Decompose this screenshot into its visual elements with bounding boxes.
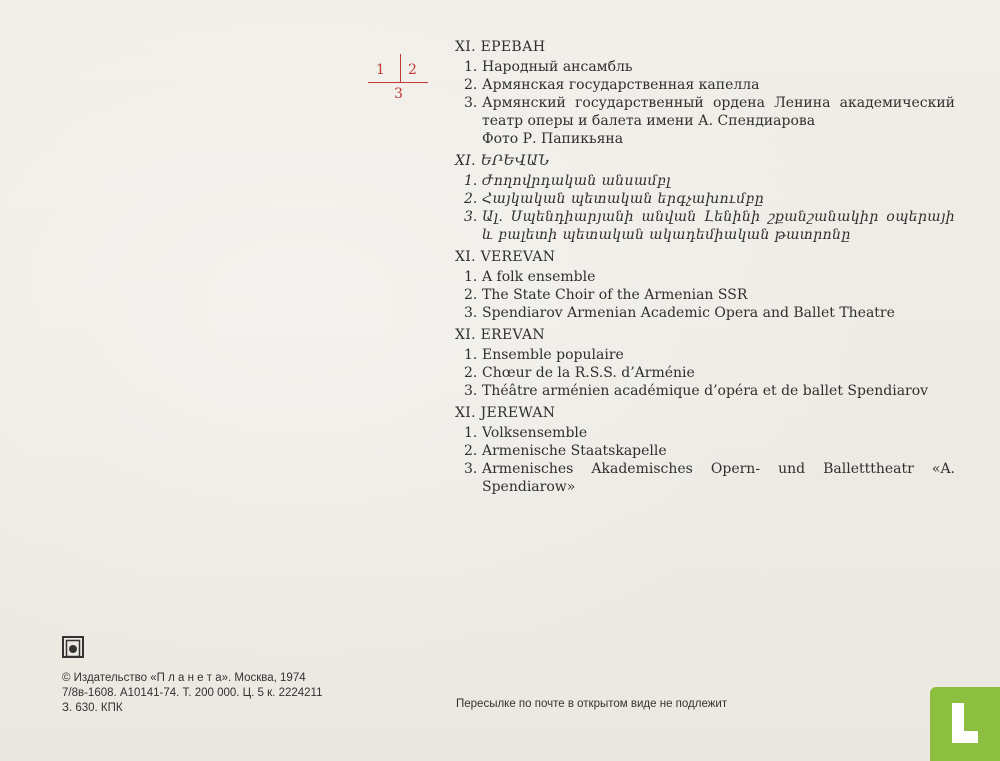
item-number: 3.	[464, 383, 478, 399]
item-text: Volksensemble	[482, 425, 588, 441]
section-russian	[455, 38, 955, 148]
item-number: 2.	[464, 191, 478, 207]
layout-key-3: 3	[394, 86, 403, 102]
list-item	[464, 382, 955, 400]
layout-key-divider-vertical	[400, 54, 401, 82]
section-armenian	[455, 152, 955, 244]
item-text: A folk ensemble	[482, 269, 596, 285]
photo-layout-key	[368, 54, 428, 104]
item-number: 1.	[464, 425, 478, 441]
list-item	[464, 172, 955, 190]
layout-key-2: 2	[408, 62, 417, 78]
layout-key-divider-horizontal	[368, 82, 428, 83]
item-number: 1.	[464, 173, 478, 189]
imprint-line: © Издательство «П л а н е т а». Москва, 1974	[62, 672, 306, 684]
item-text: Armenische Staatskapelle	[482, 443, 667, 459]
section-french	[455, 326, 955, 400]
list-item	[464, 460, 955, 496]
item-text: Ալ. Սպենդիարյանի անվան Լենինի շքանշանակիր օպերայի և բալետի պետական ակադեմիական թատրոնը	[482, 209, 955, 243]
list-item	[464, 304, 955, 322]
item-number: 2.	[464, 443, 478, 459]
list-item	[464, 190, 955, 208]
list-item	[464, 346, 955, 364]
item-text: Народный ансамбль	[482, 59, 633, 75]
watermark-logo-icon	[930, 687, 1000, 761]
item-text: Ensemble populaire	[482, 347, 624, 363]
item-text: Ժողովրդական անսամբլ	[482, 173, 671, 189]
publisher-logo-icon	[62, 636, 84, 658]
section-title: XI. JEREWAN	[455, 405, 556, 421]
item-text: Армянская государственная капелла	[482, 77, 760, 93]
section-title: XI. ԵՐԵՎԱՆ	[455, 153, 550, 169]
list-item	[464, 364, 955, 382]
item-text: Армянский государственный ордена Ленина академический театр оперы и балета имени А. Спендиарова	[482, 95, 955, 129]
item-text: Théâtre arménien académique d’opéra et de ballet Spendiarov	[482, 383, 929, 399]
item-number: 2.	[464, 365, 478, 381]
list-item	[464, 58, 955, 76]
layout-key-1: 1	[376, 62, 385, 78]
section-german	[455, 404, 955, 496]
imprint-line: 7/8в-1608. А10141-74. Т. 200 000. Ц. 5 к. 2224211	[62, 687, 323, 699]
item-text: The State Choir of the Armenian SSR	[482, 287, 748, 303]
section-english	[455, 248, 955, 322]
section-title: XI. VEREVAN	[455, 249, 556, 265]
list-item	[464, 442, 955, 460]
item-number: 1.	[464, 347, 478, 363]
list-item	[464, 286, 955, 304]
postal-notice: Пересылке по почте в открытом виде не подлежит	[456, 698, 728, 710]
list-item	[464, 94, 955, 130]
caption-column	[455, 38, 955, 500]
item-number: 1.	[464, 269, 478, 285]
item-number: 3.	[464, 461, 478, 477]
list-item	[464, 208, 955, 244]
item-text: Հայկական պետական երգչախումբը	[482, 191, 765, 207]
item-number: 3.	[464, 95, 478, 111]
item-number: 3.	[464, 305, 478, 321]
imprint-line: З. 630. КПК	[62, 702, 123, 714]
list-item	[464, 268, 955, 286]
list-item	[464, 76, 955, 94]
item-number: 3.	[464, 209, 478, 225]
item-text: Spendiarov Armenian Academic Opera and Ballet Theatre	[482, 305, 895, 321]
photo-credit: Фото Р. Папикьяна	[482, 131, 624, 147]
item-text: Armenisches Akademisches Opern- und Balletttheatr «A. Spendiarow»	[482, 461, 955, 495]
item-text: Chœur de la R.S.S. d’Arménie	[482, 365, 695, 381]
item-number: 2.	[464, 287, 478, 303]
section-title: XI. EREVAN	[455, 327, 545, 343]
section-title: XI. ЕРЕВАН	[455, 39, 546, 55]
publisher-imprint	[62, 671, 323, 716]
item-number: 1.	[464, 59, 478, 75]
item-number: 2.	[464, 77, 478, 93]
list-item	[464, 424, 955, 442]
